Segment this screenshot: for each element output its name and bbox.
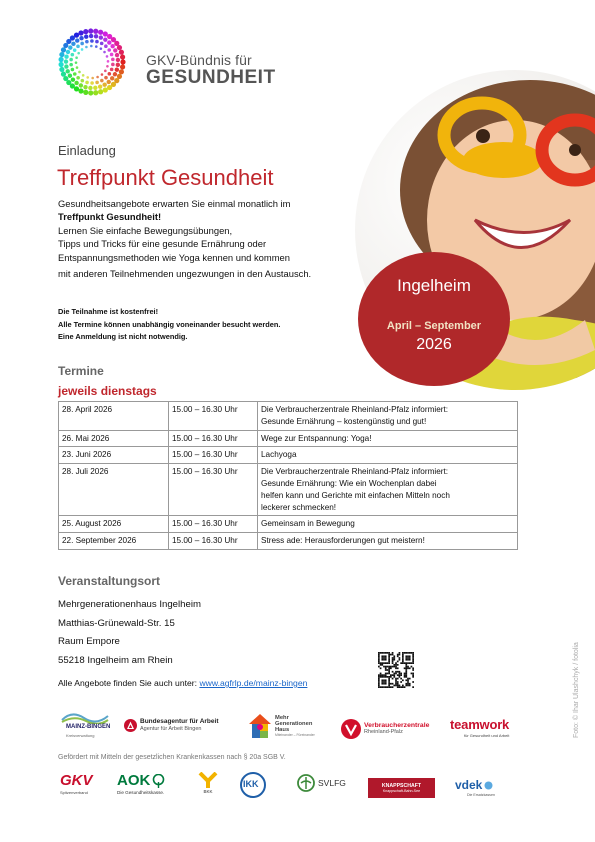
logo-dot <box>106 65 109 68</box>
location-badge <box>358 252 510 386</box>
logo-dot <box>107 80 111 84</box>
aok-tree-icon <box>152 774 165 788</box>
intro-line: Entspannungsmethoden wie Yoga kennen und kommen <box>58 251 290 263</box>
mainz-bingen-name: MAINZ-BINGEN <box>66 724 111 730</box>
topic-line: helfen kann und Gerichte mit einfachen Mitteln noch <box>261 490 450 500</box>
logo-dot <box>115 67 119 71</box>
logo-dot <box>115 53 119 57</box>
logo-dot <box>120 64 125 69</box>
logo-dot <box>100 42 104 46</box>
logo-dot <box>103 51 106 54</box>
aok-logo <box>117 772 165 797</box>
more-offers <box>58 678 307 688</box>
topic-line: Die Verbraucherzentrale Rheinland-Pfalz informiert: <box>261 467 449 477</box>
logo-dot <box>107 48 111 52</box>
logo-dot <box>76 45 80 49</box>
logo-dot <box>59 52 64 57</box>
logo-dot <box>76 76 80 80</box>
time-cell: 15.00 – 16.30 Uhr <box>169 430 258 447</box>
venue-heading: Veranstaltungsort <box>58 574 161 588</box>
vdek-sub: Die Ersatzkassen <box>467 793 495 797</box>
time-cell: 15.00 – 16.30 Uhr <box>169 516 258 533</box>
logo-dot <box>64 59 68 63</box>
note-line: Die Teilnahme ist kostenfrei! <box>58 307 159 316</box>
house-icon <box>248 713 272 739</box>
logo-dot <box>84 34 88 38</box>
aok-name: AOK <box>117 772 151 789</box>
badge-city: Ingelheim <box>397 276 471 295</box>
badge-period: April – September <box>386 320 482 332</box>
table-row <box>59 516 518 533</box>
teamwork-name: teamwork <box>450 717 510 732</box>
date-cell: 25. August 2026 <box>59 516 169 533</box>
time-cell: 15.00 – 16.30 Uhr <box>169 447 258 464</box>
logo-dot <box>111 58 115 62</box>
badge-year: 2026 <box>416 336 452 353</box>
logo-dot <box>77 52 80 55</box>
logo-dot <box>90 45 93 48</box>
more-offers-text: Alle Angebote finden Sie auch unter: <box>58 678 198 688</box>
logo-dot <box>64 55 68 59</box>
mehrgenerationenhaus-logo <box>248 713 315 739</box>
logo-dot <box>93 86 97 90</box>
mgh-line-2: Generationen <box>275 720 313 727</box>
topic-line: leckerer schmecken! <box>261 502 337 512</box>
logo-dot <box>75 61 78 64</box>
bkk-name: BKK <box>203 789 213 794</box>
table-row <box>59 430 518 447</box>
ikk-logo <box>240 772 266 798</box>
logo-dot <box>104 76 108 80</box>
logo-dot <box>106 55 109 58</box>
vdek-logo <box>455 778 495 800</box>
teamwork-sub: für Gesundheit und Arbeit <box>464 733 510 738</box>
arbeitsagentur-icon <box>124 719 137 732</box>
logo-dot <box>111 63 115 67</box>
logo-dot <box>110 76 114 80</box>
topic-cell <box>258 402 518 431</box>
mainz-bingen-sub: Kreisverwaltung <box>66 732 95 738</box>
venue-line: Raum Empore <box>58 636 120 647</box>
logo-dot <box>98 89 103 94</box>
logo-dot <box>82 74 85 77</box>
svlfg-name: SVLFG <box>318 778 346 788</box>
intro-line: Lernen Sie einfache Bewegungsübungen, <box>58 224 233 236</box>
photo-credit: Foto: © Ihar Ulashchyk / fotolia <box>573 642 580 738</box>
intro-text <box>58 197 358 280</box>
logo-dot <box>113 48 117 52</box>
logo-dot <box>78 88 83 93</box>
knappschaft-logo <box>368 778 435 798</box>
logo-dot <box>95 81 99 85</box>
logo-dot <box>74 33 79 38</box>
logo-dot <box>98 84 102 88</box>
topic-line: Gemeinsam in Bewegung <box>261 519 355 529</box>
logo-dot <box>81 79 85 83</box>
logo-dot <box>102 83 106 87</box>
teamwork-logo <box>450 717 509 740</box>
logo-dot <box>69 63 73 67</box>
logo-dot <box>78 71 81 74</box>
vdek-name: vdek <box>455 778 483 792</box>
schedule-subheading: jeweils dienstags <box>58 384 157 398</box>
topic-cell <box>258 533 518 550</box>
vz-sub: Rheinland-Pfalz <box>364 729 403 735</box>
logo-dot <box>110 53 114 57</box>
logo-dot <box>90 39 94 43</box>
logo-dot <box>83 29 88 34</box>
svlfg-icon <box>297 774 315 792</box>
aok-sub: Die Gesundheitskasse. <box>117 790 165 795</box>
logo-dot <box>93 90 98 95</box>
logo-dot <box>89 34 93 38</box>
logo-dot <box>66 69 70 73</box>
logo-dot <box>88 90 93 95</box>
logo-dot <box>81 48 84 51</box>
logo-dot <box>103 37 107 41</box>
logo-dot <box>85 40 89 44</box>
gkv-sub: Spitzenverband <box>60 790 88 795</box>
logo-dot <box>104 70 107 73</box>
logo-dot <box>100 79 104 83</box>
gkv-buendnis-logo <box>58 28 126 96</box>
logo-dot <box>119 50 124 55</box>
table-row <box>59 464 518 516</box>
note-line: Eine Anmeldung ist nicht notwendig. <box>58 332 188 341</box>
logo-dot <box>83 90 88 95</box>
logo-dot <box>101 73 104 76</box>
logo-dot <box>71 68 75 72</box>
time-cell: 15.00 – 16.30 Uhr <box>169 464 258 516</box>
intro-line: mit anderen Teilnehmenden ungezwungen in den Austausch. <box>58 268 312 280</box>
mainz-bingen-wave-icon <box>60 710 110 724</box>
schedule-table <box>58 401 518 550</box>
mgh-line-3: Haus <box>275 727 290 734</box>
topic-line: Stress ade: Herausforderungen gut meistern! <box>261 536 425 546</box>
logo-dot <box>63 76 68 81</box>
qr-code[interactable] <box>378 652 414 688</box>
logo-dot <box>110 68 114 72</box>
logo-dot <box>73 72 77 76</box>
logo-dot <box>100 47 103 50</box>
date-cell: 28. April 2026 <box>59 402 169 431</box>
logo-dot <box>95 40 99 44</box>
logo-dot <box>96 76 99 79</box>
logo-dot <box>79 36 83 40</box>
topic-line: Gesunde Ernährung – kostengünstig und gut! <box>261 416 427 426</box>
table-row <box>59 533 518 550</box>
topic-cell <box>258 464 518 516</box>
logo-dot <box>69 58 73 62</box>
logo-line-1: GKV-Bündnis für <box>146 52 252 68</box>
arbeitsagentur-name: Bundesagentur für Arbeit <box>140 718 219 725</box>
mainz-bingen-logo <box>60 710 110 739</box>
logo-dot <box>91 77 94 80</box>
logo-dot <box>119 69 124 74</box>
gkv-name: GKV <box>60 772 93 789</box>
logo-dot <box>74 81 78 85</box>
date-cell: 22. September 2026 <box>59 533 169 550</box>
time-cell: 15.00 – 16.30 Uhr <box>169 402 258 431</box>
vz-name: Verbraucherzentrale <box>364 721 430 729</box>
logo-dot <box>71 77 75 81</box>
logo-wordmark <box>146 52 276 89</box>
logo-dot <box>59 57 64 62</box>
logo-dot <box>64 64 68 68</box>
logo-dot <box>88 28 93 33</box>
logo-dot <box>68 45 72 49</box>
logo-dot <box>66 50 70 54</box>
topic-line: Lachyoga <box>261 450 297 460</box>
logo-dot <box>85 81 89 85</box>
svlfg-logo <box>297 774 346 792</box>
logo-dot <box>71 42 75 46</box>
logo-dot <box>116 63 120 67</box>
logo-dot <box>110 44 114 48</box>
logo-dot <box>61 72 66 77</box>
logo-dot <box>75 38 79 42</box>
logo-dot <box>103 87 108 92</box>
logo-dot <box>94 34 98 38</box>
logo-dot <box>90 81 94 85</box>
bkk-logo <box>198 772 218 796</box>
ikk-name: IKK <box>243 779 259 789</box>
logo-dot <box>80 42 84 46</box>
date-cell: 28. Juli 2026 <box>59 464 169 516</box>
table-row <box>59 447 518 464</box>
logo-dot <box>98 30 103 35</box>
intro-line: Tipps und Tricks für eine gesunde Ernährung oder <box>58 238 267 250</box>
knappschaft-sub: Knappschaft-Bahn-See <box>382 789 421 793</box>
funding-note: Gefördert mit Mitteln der gesetzlichen Krankenkassen nach § 20a SGB V. <box>58 754 286 761</box>
venue-address <box>58 596 201 670</box>
intro-line: Treffpunkt Gesundheit! <box>58 211 162 223</box>
logo-dot <box>99 35 103 39</box>
logo-dot <box>75 56 78 59</box>
venue-line: Mehrgenerationenhaus Ingelheim <box>58 599 201 610</box>
logo-dot <box>59 62 64 67</box>
logo-dot <box>86 76 89 79</box>
topic-cell <box>258 430 518 447</box>
table-row <box>59 402 518 431</box>
mgh-line-1: Mehr <box>275 714 289 721</box>
time-cell: 15.00 – 16.30 Uhr <box>169 533 258 550</box>
logo-dot <box>76 66 79 69</box>
logo-dot <box>79 83 83 87</box>
logo-dot <box>120 59 125 64</box>
logo-line-2: GESUNDHEIT <box>146 67 276 88</box>
logo-dot <box>113 72 117 76</box>
venue-line: 55218 Ingelheim am Rhein <box>58 654 173 666</box>
logo-dot <box>61 47 66 52</box>
knappschaft-name: KNAPPSCHAFT <box>381 783 422 789</box>
topic-line: Gesunde Ernährung: Wie ein Wochenplan dabei <box>261 478 437 488</box>
logo-dot <box>78 30 83 35</box>
topic-line: Wege zur Entspannung: Yoga! <box>261 433 372 443</box>
logo-dot <box>93 29 98 34</box>
logo-dot <box>85 46 88 49</box>
note-line: Alle Termine können unabhängig voneinander besucht werden. <box>58 319 281 329</box>
page-title: Treffpunkt Gesundheit <box>57 165 274 190</box>
logo-dot <box>59 67 64 72</box>
logo-dot <box>68 74 72 78</box>
logo-dot <box>104 44 108 48</box>
participation-notes <box>58 306 280 344</box>
arbeitsagentur-sub: Agentur für Arbeit Bingen <box>140 725 202 732</box>
schedule-heading: Termine <box>58 364 104 378</box>
logo-dot <box>71 53 75 57</box>
topic-cell <box>258 447 518 464</box>
logo-dot <box>116 58 120 62</box>
bkk-icon <box>198 772 218 788</box>
logo-dot <box>88 86 92 90</box>
invitation-label: Einladung <box>58 143 116 158</box>
intro-line: Gesundheitsangebote erwarten Sie einmal monatlich im <box>58 198 291 209</box>
mgh-sub: Miteinander – Füreinander <box>275 733 315 738</box>
logo-dot <box>73 48 77 52</box>
verbraucherzentrale-icon <box>341 719 361 739</box>
gkv-spitzenverband-logo <box>60 772 93 797</box>
logo-dot <box>117 45 122 50</box>
date-cell: 23. Juni 2026 <box>59 447 169 464</box>
topic-line: Die Verbraucherzentrale Rheinland-Pfalz informiert: <box>261 405 449 414</box>
logo-dot <box>107 40 111 44</box>
verbraucherzentrale-logo <box>341 719 429 739</box>
logo-dot <box>108 72 112 76</box>
offers-link[interactable]: www.agfrlp.de/mainz-bingen <box>199 678 308 688</box>
vdek-dot-icon <box>484 781 493 790</box>
logo-dot <box>83 85 87 89</box>
logo-dot <box>95 45 98 48</box>
logo-dot <box>107 60 110 63</box>
arbeitsagentur-logo <box>124 718 219 733</box>
logo-dot <box>120 54 125 59</box>
topic-cell <box>258 516 518 533</box>
date-cell: 26. Mai 2026 <box>59 430 169 447</box>
venue-line: Matthias-Grünewald-Str. 15 <box>58 617 175 629</box>
